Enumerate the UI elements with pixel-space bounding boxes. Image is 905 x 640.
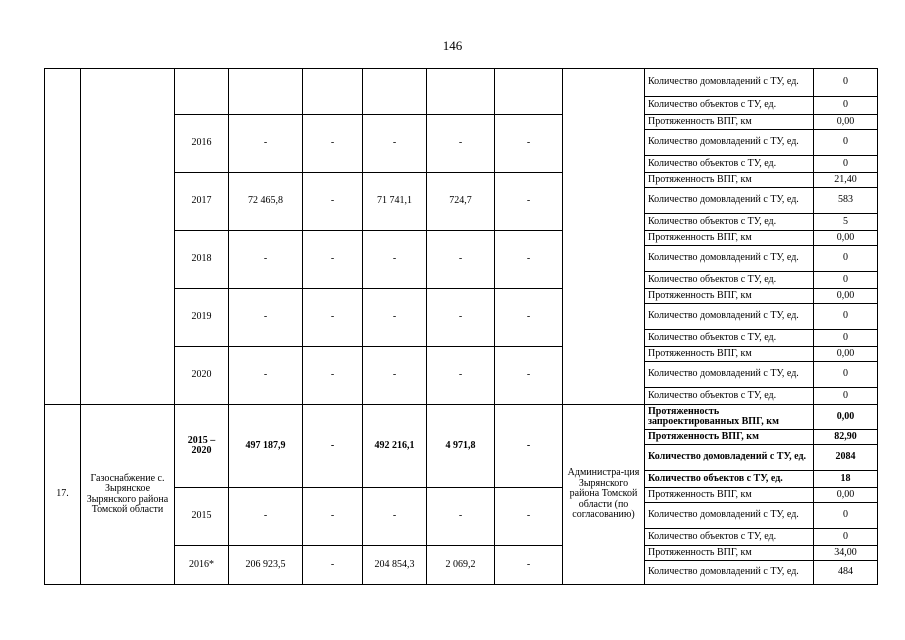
indicator-label: Количество домовладений с ТУ, ед. [645,188,814,214]
year-cell: 2019 [175,289,229,347]
indicator-label: Протяженность ВПГ, км [645,430,814,445]
indicator-label: Количество объектов с ТУ, ед. [645,97,814,115]
year-cell: 2020 [175,347,229,405]
indicator-value: 583 [814,188,878,214]
local-cell [427,69,495,115]
regional-cell: - [363,115,427,173]
federal-cell: - [303,173,363,231]
indicator-value: 34,00 [814,546,878,561]
federal-cell: - [303,347,363,405]
extra-cell: - [495,347,563,405]
federal-cell: - [303,231,363,289]
local-cell: 2 069,2 [427,546,495,585]
indicator-value: 484 [814,561,878,585]
table-row [45,405,878,430]
indicator-label: Количество объектов с ТУ, ед. [645,388,814,405]
federal-cell: - [303,546,363,585]
local-cell: 4 971,8 [427,405,495,488]
indicator-label: Количество объектов с ТУ, ед. [645,330,814,347]
total-cell: - [229,347,303,405]
indicator-label: Протяженность ВПГ, км [645,546,814,561]
indicator-label: Количество объектов с ТУ, ед. [645,529,814,546]
local-cell: - [427,115,495,173]
total-cell: 497 187,9 [229,405,303,488]
indicator-label: Количество домовладений с ТУ, ед. [645,130,814,156]
indicator-value: 5 [814,214,878,231]
regional-cell: - [363,488,427,546]
regional-cell: - [363,289,427,347]
federal-cell: - [303,115,363,173]
item-number-cell [45,69,81,405]
total-cell: - [229,115,303,173]
extra-cell: - [495,405,563,488]
year-cell: 2015 [175,488,229,546]
indicator-value: 0 [814,304,878,330]
year-cell: 2016 [175,115,229,173]
indicator-value: 0 [814,97,878,115]
indicator-label: Количество домовладений с ТУ, ед. [645,246,814,272]
total-cell: - [229,289,303,347]
indicator-value: 0 [814,130,878,156]
indicator-value: 0,00 [814,115,878,130]
indicator-value: 0 [814,503,878,529]
year-cell: 2018 [175,231,229,289]
indicator-label: Протяженность ВПГ, км [645,488,814,503]
indicator-label: Количество домовладений с ТУ, ед. [645,304,814,330]
indicator-value: 0 [814,362,878,388]
regional-cell [363,69,427,115]
indicator-label: Количество объектов с ТУ, ед. [645,471,814,488]
indicator-value: 0,00 [814,289,878,304]
indicator-value: 0 [814,529,878,546]
table-row [45,69,878,97]
regional-cell: - [363,231,427,289]
extra-cell: - [495,173,563,231]
page-number: 146 [442,38,463,53]
total-cell: - [229,488,303,546]
local-cell: - [427,347,495,405]
extra-cell: - [495,488,563,546]
total-cell: 72 465,8 [229,173,303,231]
indicator-value: 82,90 [814,430,878,445]
extra-cell: - [495,289,563,347]
indicator-label: Протяженность ВПГ, км [645,115,814,130]
indicator-value: 0,00 [814,347,878,362]
indicator-label: Количество домовладений с ТУ, ед. [645,561,814,585]
indicator-label: Протяженность ВПГ, км [645,173,814,188]
federal-cell: - [303,405,363,488]
indicator-label: Количество домовладений с ТУ, ед. [645,503,814,529]
indicator-label: Протяженность ВПГ, км [645,231,814,246]
indicator-value: 0 [814,156,878,173]
indicator-value: 0 [814,330,878,347]
regional-cell: 71 741,1 [363,173,427,231]
extra-cell [495,69,563,115]
indicator-value: 21,40 [814,173,878,188]
item-name-cell [81,69,175,405]
local-cell: - [427,231,495,289]
indicator-value: 18 [814,471,878,488]
indicator-label: Количество домовладений с ТУ, ед. [645,362,814,388]
indicator-value: 0 [814,246,878,272]
item-name-cell: Газоснабжение с. Зырянское Зырянского района Томской области [81,405,175,585]
local-cell: - [427,289,495,347]
executor-cell [563,69,645,405]
indicator-value: 0 [814,272,878,289]
program-table [44,68,878,585]
total-cell [229,69,303,115]
year-cell [175,69,229,115]
indicator-label: Количество объектов с ТУ, ед. [645,272,814,289]
indicator-value: 0,00 [814,231,878,246]
indicator-label: Количество домовладений с ТУ, ед. [645,445,814,471]
indicator-label: Протяженность ВПГ, км [645,289,814,304]
indicator-value: 2084 [814,445,878,471]
federal-cell: - [303,488,363,546]
executor-cell: Администра-ция Зырянского района Томской области (по согласованию) [563,405,645,585]
year-cell: 2015 – 2020 [175,405,229,488]
indicator-label: Количество объектов с ТУ, ед. [645,214,814,231]
year-cell: 2017 [175,173,229,231]
indicator-value: 0 [814,388,878,405]
regional-cell: 204 854,3 [363,546,427,585]
local-cell: - [427,488,495,546]
indicator-label: Количество домовладений с ТУ, ед. [645,69,814,97]
indicator-value: 0 [814,69,878,97]
federal-cell: - [303,289,363,347]
regional-cell: - [363,347,427,405]
regional-cell: 492 216,1 [363,405,427,488]
federal-cell [303,69,363,115]
local-cell: 724,7 [427,173,495,231]
indicator-label: Протяженность ВПГ, км [645,347,814,362]
total-cell: - [229,231,303,289]
total-cell: 206 923,5 [229,546,303,585]
indicator-label: Количество объектов с ТУ, ед. [645,156,814,173]
extra-cell: - [495,546,563,585]
indicator-label: Протяженность запроектированных ВПГ, км [645,405,814,430]
indicator-value: 0,00 [814,488,878,503]
extra-cell: - [495,115,563,173]
extra-cell: - [495,231,563,289]
year-cell: 2016* [175,546,229,585]
item-number-cell: 17. [45,405,81,585]
indicator-value: 0,00 [814,405,878,430]
